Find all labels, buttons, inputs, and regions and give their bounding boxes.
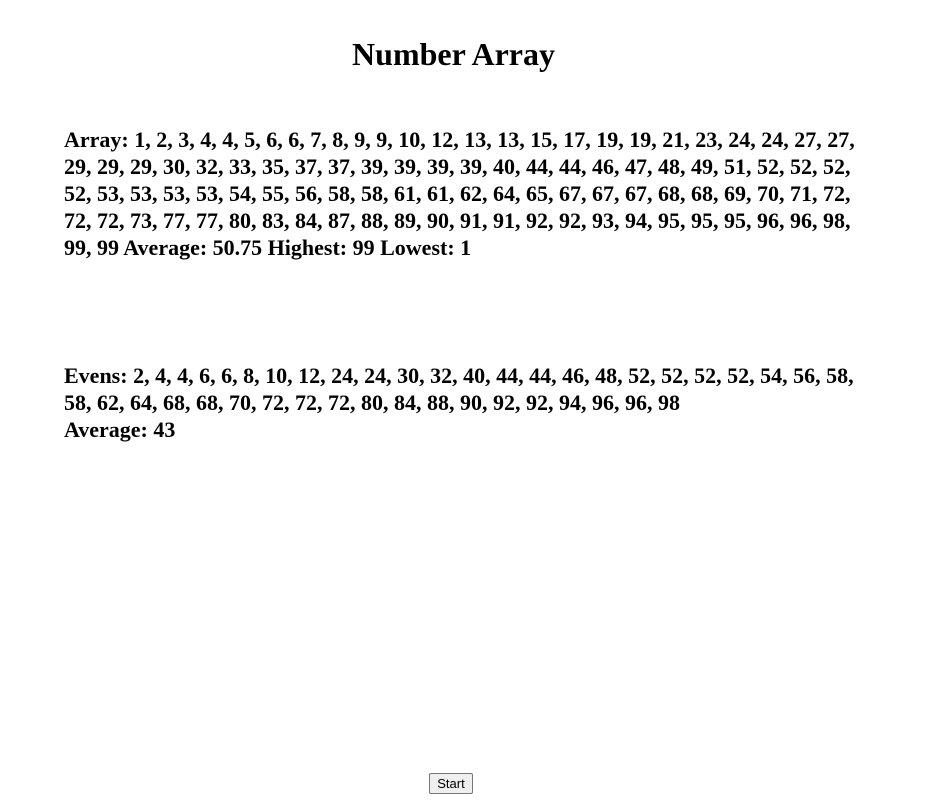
- evens-average-value: 43: [153, 417, 176, 442]
- evens-label: Evens:: [64, 363, 128, 388]
- array-average-label: Average:: [123, 235, 208, 260]
- start-button[interactable]: Start: [429, 773, 473, 794]
- evens-output: [64, 362, 864, 443]
- array-highest-value: 99: [352, 235, 375, 260]
- array-label: Array:: [64, 127, 129, 152]
- array-lowest-value: 1: [460, 235, 472, 260]
- evens-average-label: Average:: [64, 417, 148, 442]
- array-average-value: 50.75: [212, 235, 263, 260]
- evens-values: 2, 4, 4, 6, 6, 8, 10, 12, 24, 24, 30, 32, 40, 44, 44, 46, 48, 52, 52, 52, 52, 54, 56, 58, 58, 62, 64, 68, 68, 70, 72, 72, 72, 80, 84, 88, 90, 92, 92, 94, 96, 96, 98: [64, 363, 854, 415]
- array-output: [64, 126, 864, 261]
- page-title: Number Array: [352, 36, 555, 72]
- array-values: 1, 2, 3, 4, 4, 5, 6, 6, 7, 8, 9, 9, 10, 12, 13, 13, 15, 17, 19, 19, 21, 23, 24, 24, 27, 27, 29, 29, 29, 30, 32, 33, 35, 37, 37, 39, 39, 39, 39, 40, 44, 44, 46, 47, 48, 49, 51, 52, 52, 52, 52, 53, 53, 53, 53, 54, 55, 56, 58, 58, 61, 61, 62, 64, 65, 67, 67, 67, 68, 68, 69, 70, 71, 72, 72, 72, 73, 77, 77, 80, 83, 84, 87, 88, 89, 90, 91, 91, 92, 92, 93, 94, 95, 95, 95, 96, 96, 98, 99, 99: [64, 127, 855, 260]
- array-highest-label: Highest:: [267, 235, 348, 260]
- array-lowest-label: Lowest:: [380, 235, 455, 260]
